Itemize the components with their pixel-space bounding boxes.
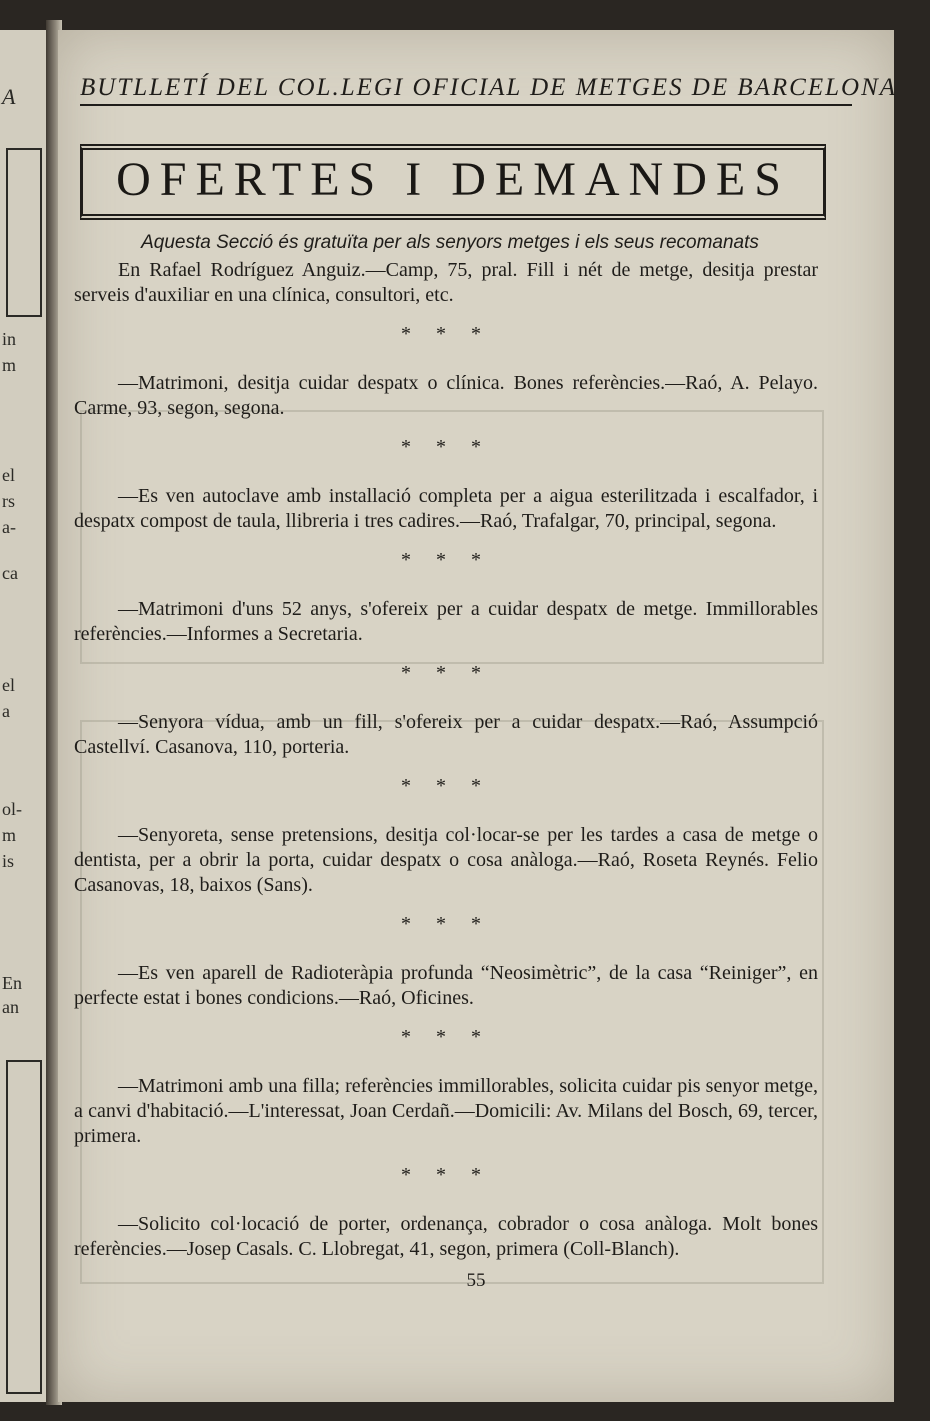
classified-entry: —Matrimoni d'uns 52 anys, s'ofereix per a cuidar despatx de metge. Immillorables referències.—Informes a Secretaria. bbox=[74, 598, 818, 645]
classified-entry: En Rafael Rodríguez Anguiz.—Camp, 75, pral. Fill i nét de metge, desitja prestar serveis d'auxiliar en una clínica, consultori, etc. bbox=[74, 259, 818, 306]
classified-entry: —Es ven aparell de Radioteràpia profunda “Neosimètric”, de la casa “Reiniger”, en perfecte estat i bones condicions.—Raó, Oficines. bbox=[74, 962, 818, 1009]
classified-entry: —Solicito col·locació de porter, ordenança, cobrador o cosa anàloga. Molt bones referències.—Josep Casals. C. Llobregat, 41, segon, primera (Coll-Blanch). bbox=[74, 1213, 818, 1260]
entry-separator: * * * bbox=[401, 1026, 491, 1048]
left-page-box bbox=[6, 1060, 42, 1394]
left-page-fragment: a- bbox=[2, 517, 16, 537]
section-title-box bbox=[80, 144, 826, 220]
left-page-fragment: a bbox=[2, 701, 10, 721]
left-page-fragment: ol- bbox=[2, 799, 22, 819]
left-page-fragment: A bbox=[2, 84, 16, 109]
entry-separator: * * * bbox=[401, 1164, 491, 1186]
left-page-fragment: el bbox=[2, 675, 15, 695]
entry-separator: * * * bbox=[401, 662, 491, 684]
left-page-fragment: is bbox=[2, 851, 15, 871]
left-page-fragment: in bbox=[2, 329, 17, 349]
entry-separator: * * * bbox=[401, 913, 491, 935]
classified-entry: —Senyoreta, sense pretensions, desitja col·locar-se per les tardes a casa de metge o dentista, per a obrir la porta, cuidar despatx o cosa anàloga.—Raó, Roseta Reynés. Felio Casanovas, 18, baixos (Sans). bbox=[74, 824, 818, 896]
left-page-fragment: ca bbox=[2, 563, 18, 583]
entry-separator: * * * bbox=[401, 549, 491, 571]
entry-separator: * * * bbox=[401, 436, 491, 458]
left-page-fragment: m bbox=[2, 355, 17, 375]
classified-entry: —Senyora vídua, amb un fill, s'ofereix per a cuidar despatx.—Raó, Assumpció Castellví. Casanova, 110, porteria. bbox=[74, 711, 818, 758]
entry-separator: * * * bbox=[401, 323, 491, 345]
left-page-fragment: el bbox=[2, 465, 15, 485]
journal-page bbox=[58, 30, 898, 1402]
running-header: BUTLLETÍ DEL COL.LEGI OFICIAL DE METGES DE BARCELONA bbox=[80, 74, 852, 106]
classified-entry: —Matrimoni, desitja cuidar despatx o clínica. Bones referències.—Raó, A. Pelayo. Carme, 93, segon, segona. bbox=[74, 372, 818, 419]
left-page-fragment: rs bbox=[2, 491, 15, 511]
page-number: 55 bbox=[466, 1270, 486, 1291]
section-title: OFERTES I DEMANDES bbox=[116, 153, 790, 206]
entry-separator: * * * bbox=[401, 775, 491, 797]
left-page-fragment: m bbox=[2, 825, 17, 845]
left-page-fragment: an bbox=[2, 997, 19, 1017]
left-page-box bbox=[6, 148, 42, 317]
classified-entry: —Matrimoni amb una filla; referències immillorables, solicita cuidar pis senyor metge, a canvi d'habitació.—L'interessat, Joan Cerdañ.—Domicili: Av. Milans del Bosch, 69, tercer, primera. bbox=[74, 1075, 818, 1147]
left-page-fragment: En bbox=[2, 973, 22, 993]
adjacent-page-edge bbox=[0, 30, 48, 1402]
section-subtitle: Aquesta Secció és gratuïta per als senyors metges i els seus recomanats bbox=[141, 232, 759, 253]
classified-entries bbox=[74, 258, 818, 1262]
classified-entry: —Es ven autoclave amb installació completa per a aigua esterilitzada i escalfador, i despatx compost de taula, llibreria i tres cadires.—Raó, Trafalgar, 70, principal, segona. bbox=[74, 485, 818, 532]
